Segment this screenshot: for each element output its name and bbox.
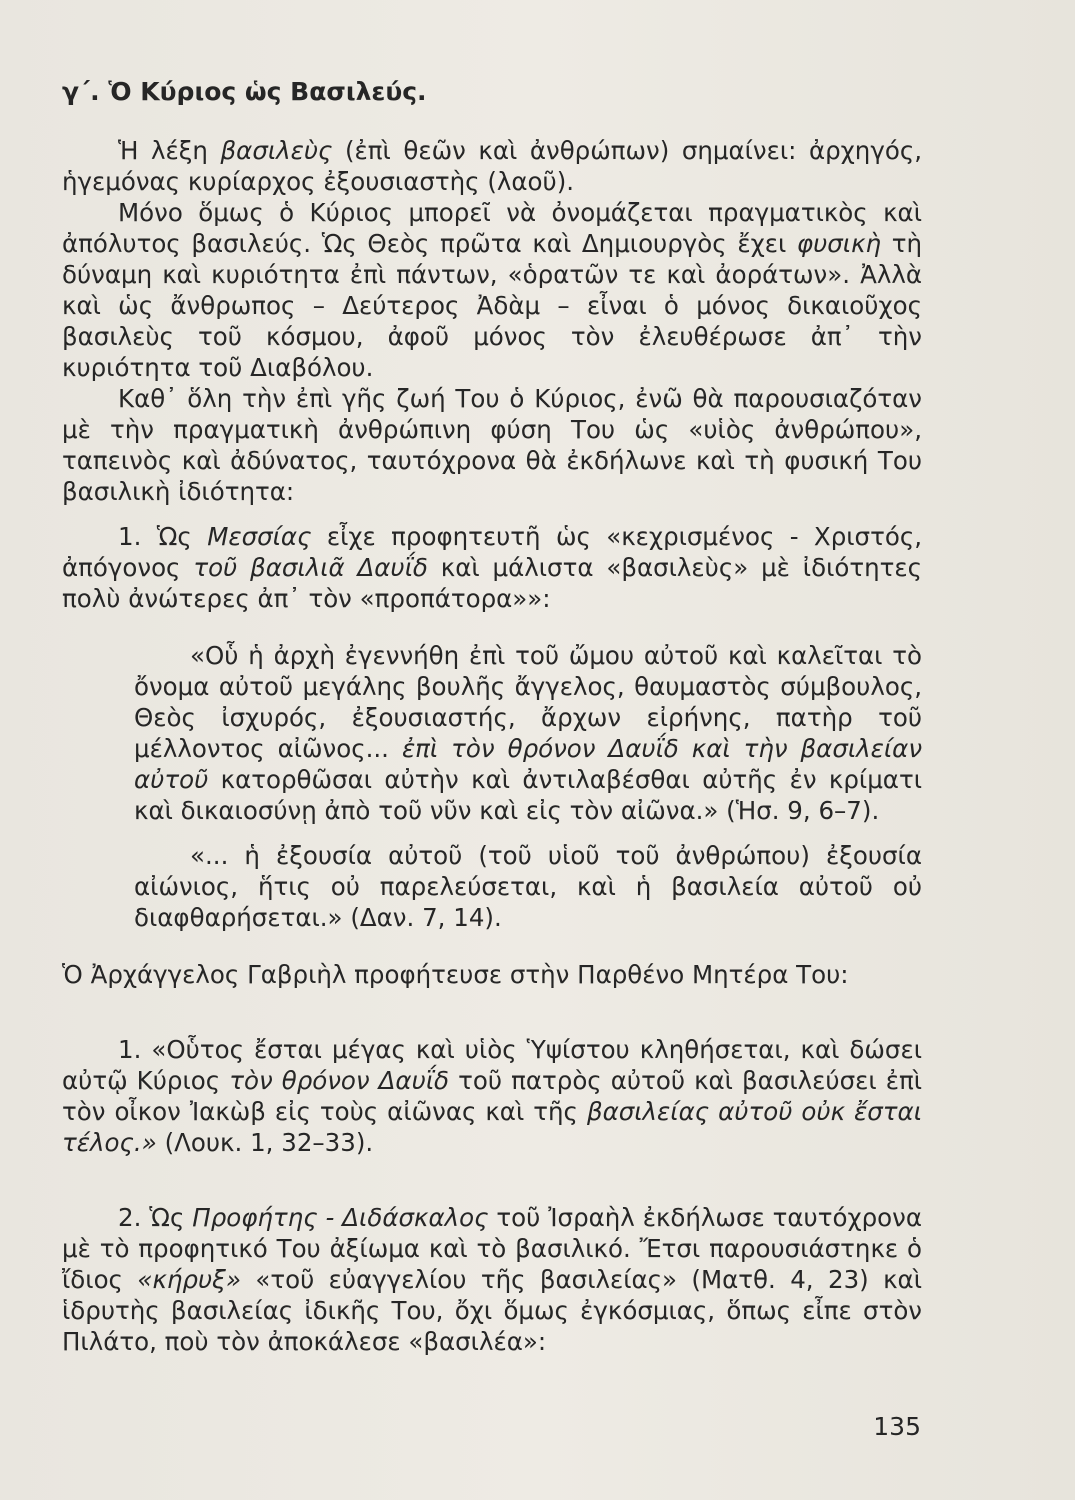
italic-run: βασιλεὺς — [220, 136, 333, 165]
italic-run: ἐπὶ τὸν θρόνον Δαυΐδ καὶ τὴν βασιλείαν αὐτοῦ — [134, 734, 922, 794]
text-run: τοῦ πατρὸς αὐτοῦ καὶ βασιλεύσει ἐπὶ τὸν οἶκον Ἰακὼβ εἰς τοὺς αἰῶνας καὶ τῆς — [62, 1066, 922, 1126]
text-run: 2. Ὡς — [118, 1203, 193, 1232]
text-run: Καθ᾽ ὅλη τὴν ἐπὶ γῆς ζωή Του ὁ Κύριος, ἐνῶ θὰ παρουσιαζόταν μὲ τὴν πραγματικὴ ἀνθρώπινη φύση Του ὡς «υἱὸς ἀνθρώπου», ταπεινὸς καὶ ἀδύνατος, ταυτόχρονα θὰ ἐκδήλωνε καὶ τὴ φυσική Του βασιλικὴ ἰδιότητα: — [62, 384, 922, 506]
italic-run: «κήρυξ» — [137, 1265, 241, 1294]
italic-run: φυσικὴ — [796, 229, 882, 258]
text-run: τοῦ Ἰσραὴλ ἐκδήλωσε ταυτόχρονα μὲ τὸ προφητικό Του ἀξίωμα καὶ τὸ βασιλικό. Ἔτσι παρουσιάστηκε ὁ ἴδιος — [62, 1203, 922, 1294]
text-column — [62, 76, 922, 1357]
text-run: Μόνο ὅμως ὁ Κύριος μπορεῖ νὰ ὀνομάζεται πραγματικὸς καὶ ἀπόλυτος βασιλεύς. Ὡς Θεὸς πρῶτα καὶ Δημιουργὸς ἔχει — [62, 198, 922, 258]
italic-run: Προφήτης - Διδάσκαλος — [192, 1203, 489, 1232]
italic-run: τοῦ βασιλιᾶ Δαυΐδ — [193, 553, 428, 582]
text-run: Ὁ Ἀρχάγγελος Γαβριὴλ προφήτευσε στὴν Παρθένο Μητέρα Του: — [62, 960, 849, 989]
italic-run: τὸν θρόνον Δαυΐδ — [229, 1066, 450, 1095]
text-run: (Λουκ. 1, 32–33). — [156, 1128, 374, 1157]
text-run: 1. Ὡς — [118, 522, 208, 551]
paragraph-true-king — [62, 197, 922, 383]
text-run: Ἡ λέξη — [118, 136, 221, 165]
italic-run: βασιλείας αὐτοῦ οὐκ ἔσται τέλος.» — [62, 1097, 922, 1157]
section-heading: γ΄. Ὁ Κύριος ὡς Βασιλεύς. — [62, 77, 427, 106]
text-run: 1. «Οὗτος ἔσται μέγας καὶ υἱὸς Ὑψίστου κληθήσεται, καὶ δώσει αὐτῷ Κύριος — [62, 1035, 922, 1095]
paragraph-earthly-life — [62, 383, 922, 507]
paragraph-definition — [62, 135, 922, 197]
paragraph-gabriel — [62, 959, 922, 990]
paragraph-prophet-teacher — [62, 1202, 922, 1357]
text-run: «Οὗ ἡ ἀρχὴ ἐγεννήθη ἐπὶ τοῦ ὤμου αὐτοῦ καὶ καλεῖται τὸ ὄνομα αὐτοῦ μεγάλης βουλῆς ἄγγελος, θαυμαστὸς σύμβουλος, Θεὸς ἰσχυρός, ἐξουσιαστής, ἄρχων εἰρήνης, πατὴρ τοῦ μέλλοντος αἰῶνος... — [134, 641, 922, 763]
text-run: κατορθῶσαι αὐτὴν καὶ ἀντιλαβέσθαι αὐτῆς ἐν κρίματι καὶ δικαιοσύνῃ ἀπὸ τοῦ νῦν καὶ εἰς τὸν αἰῶνα.» (Ἡσ. 9, 6–7). — [134, 765, 922, 825]
paragraph-messiah — [62, 521, 922, 614]
quote-isaiah — [134, 640, 922, 826]
text-run: καὶ μάλιστα «βασιλεὺς» μὲ ἰδιότητες πολὺ ἀνώτερες ἀπ᾽ τὸν «προπάτορα»»: — [62, 553, 922, 613]
text-run: (ἐπὶ θεῶν καὶ ἀνθρώπων) σημαίνει: ἀρχηγός, ἡγεμόνας κυρίαρχος ἐξουσιαστὴς (λαοῦ). — [62, 136, 922, 196]
text-run: «... ἡ ἐξουσία αὐτοῦ (τοῦ υἱοῦ τοῦ ἀνθρώπου) ἐξουσία αἰώνιος, ἥτις οὐ παρελεύσεται, καὶ ἡ βασιλεία αὐτοῦ οὐ διαφθαρήσεται.» (Δαν. 7, 14). — [134, 841, 922, 932]
text-run: εἶχε προφητευτῆ ὡς «κεχρισμένος - Χριστός, ἀπόγονος — [62, 522, 922, 582]
italic-run: Μεσσίας — [207, 522, 312, 551]
quote-daniel — [134, 840, 922, 933]
text-run: «τοῦ εὐαγγελίου τῆς βασιλείας» (Ματθ. 4, 23) καὶ ἱδρυτὴς βασιλείας ἰδικῆς Του, ὄχι ὅμως ἐγκόσμιας, ὅπως εἶπε στὸν Πιλάτο, ποὺ τὸν ἀποκάλεσε «βασιλέα»: — [62, 1265, 922, 1356]
page-number: 135 — [873, 1412, 921, 1441]
text-run: τὴ δύναμη καὶ κυριότητα ἐπὶ πάντων, «ὁρατῶν τε καὶ ἀοράτων». Ἀλλὰ καὶ ὡς ἄνθρωπος – Δεύτερος Ἀδὰμ – εἶναι ὁ μόνος δικαιοῦχος βασιλεὺς τοῦ κόσμου, ἀφοῦ μόνος τὸν ἐλευθέρωσε ἀπ᾽ τὴν κυριότητα τοῦ Διαβόλου. — [62, 229, 922, 382]
quote-luke — [62, 1034, 922, 1158]
